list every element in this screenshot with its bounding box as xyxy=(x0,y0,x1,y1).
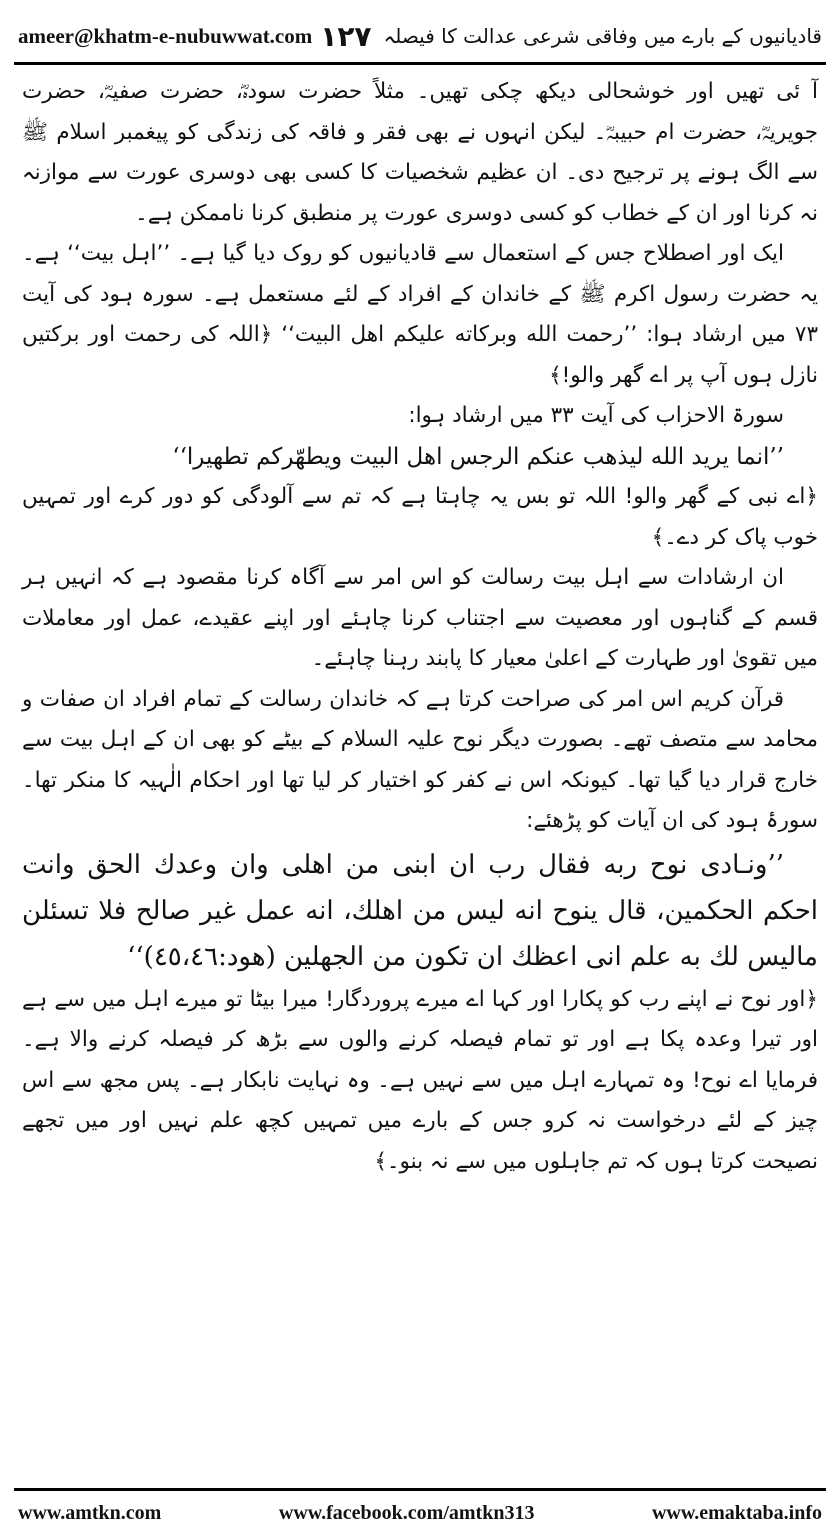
header-divider xyxy=(14,62,826,65)
paragraph-1: آ ئی تھیں اور خوشحالی دیکھ چکی تھیں۔ مثلاً حضرت سودہؓ، حضرت صفیہؓ، حضرت جویریہؓ، حضرت ام حبیبہؓ۔ لیکن انہوں نے بھی فقر و فاقہ کی زندگی کو پیغمبر اسلام ﷺ سے الگ ہونے پر ترجیح دی۔ ان عظیم شخصیات کا کسی بھی دوسری عورت سے موازنہ نہ کرنا اور ان کے خطاب کو کسی دوسری عورت پر منطبق کرنا ناممکن ہے۔ xyxy=(22,79,818,226)
quran-quote-ahzab: ’’انما يريد الله ليذهب عنكم الرجس اهل البيت ويطهّركم تطهيرا‘‘ xyxy=(172,443,784,470)
paragraph-7: ﴿اور نوح نے اپنے رب کو پکارا اور کہا اے میرے پروردگار! میرا بیٹا تو میرے اہل میں سے ہے اور تیرا وعدہ پکا ہے اور تو تمام فیصلہ کرنے والوں سے بڑھ کر فیصلہ کرنے والا ہے۔ فرمایا اے نوح! وہ تمہارے اہل میں سے نہیں ہے۔ وہ نہایت نابکار ہے۔ پس مجھ سے اس چیز کے لئے درخواست نہ کرو جس کے بارے میں تمہیں کچھ علم نہیں اور میں تجھے نصیحت کرتا ہوں کہ تم جاہلوں میں سے نہ بنو۔﴾ xyxy=(22,986,818,1174)
paragraph-3: سورۃ الاحزاب کی آیت ۳۳ میں ارشاد ہوا: xyxy=(408,403,784,428)
paragraph-6: قرآن کریم اس امر کی صراحت کرتا ہے کہ خاندان رسالت کے تمام افراد ان صفات و محامد سے متصف تھے۔ بصورت دیگر نوح علیہ السلام کے بیٹے کو بھی ان کے اہل بیت سے خارج قرار دیا گیا تھا۔ کیونکہ اس نے کفر کو اختیار کر لیا تھا اور احکام الٰہیہ کا منکر تھا۔ سورۂ ہود کی ان آیات کو پڑھئے: xyxy=(22,686,818,833)
footer-divider xyxy=(14,1488,826,1491)
paragraph-2: ایک اور اصطلاح جس کے استعمال سے قادیانیوں کو روک دیا گیا ہے۔ ’’اہل بیت‘‘ ہے۔ یہ حضرت رسول اکرم ﷺ کے خاندان کے افراد کے لئے مستعمل ہے۔ سورہ ہود کی آیت ۷۳ میں ارشاد ہوا: ’’رحمت الله وبركاته عليكم اهل البيت‘‘ ﴿اللہ کی رحمت اور برکتیں نازل ہوں آپ پر اے گھر والو!﴾ xyxy=(22,241,818,388)
footer-link-amtkn[interactable]: www.amtkn.com xyxy=(18,1501,162,1524)
header-left xyxy=(18,20,372,53)
quran-quote-hud: ’’ونـادى نوح ربه فقال رب ان ابنى من اهلى وان وعدك الحق وانت احكم الحكمين، قال ينوح انه ليس من اهلك، انه عمل غير صالح فلا تسئلن ماليس لك به علم انى اعظك ان تكون من الجهلين (هود:٤٥،٤٦)‘‘ xyxy=(22,849,818,972)
paragraph-4: ﴿اے نبی کے گھر والو! اللہ تو بس یہ چاہتا ہے کہ تم سے آلودگی کو دور کرے اور تمہیں خوب پاک کر دے۔﴾ xyxy=(22,484,818,550)
footer-link-facebook[interactable]: www.facebook.com/amtkn313 xyxy=(278,1501,535,1524)
header-email[interactable]: ameer@khatm-e-nubuwwat.com xyxy=(18,23,313,48)
page-body xyxy=(22,72,818,1182)
page-footer xyxy=(18,1498,822,1528)
page-number: ١٢٧ xyxy=(320,19,372,53)
paragraph-5: ان ارشادات سے اہل بیت رسالت کو اس امر سے آگاہ کرنا مقصود ہے کہ انہیں ہر قسم کے گناہوں اور معصیت سے اجتناب کرنا چاہئے اور اپنے عقیدے، عمل اور معاملات میں تقویٰ اور طہارت کے اعلیٰ معیار کا پابند رہنا چاہئے۔ xyxy=(22,565,818,671)
running-title: قادیانیوں کے بارے میں وفاقی شرعی عدالت کا فیصلہ xyxy=(383,24,822,48)
page-header xyxy=(18,14,822,58)
footer-link-emaktaba[interactable]: www.emaktaba.info xyxy=(651,1501,822,1524)
